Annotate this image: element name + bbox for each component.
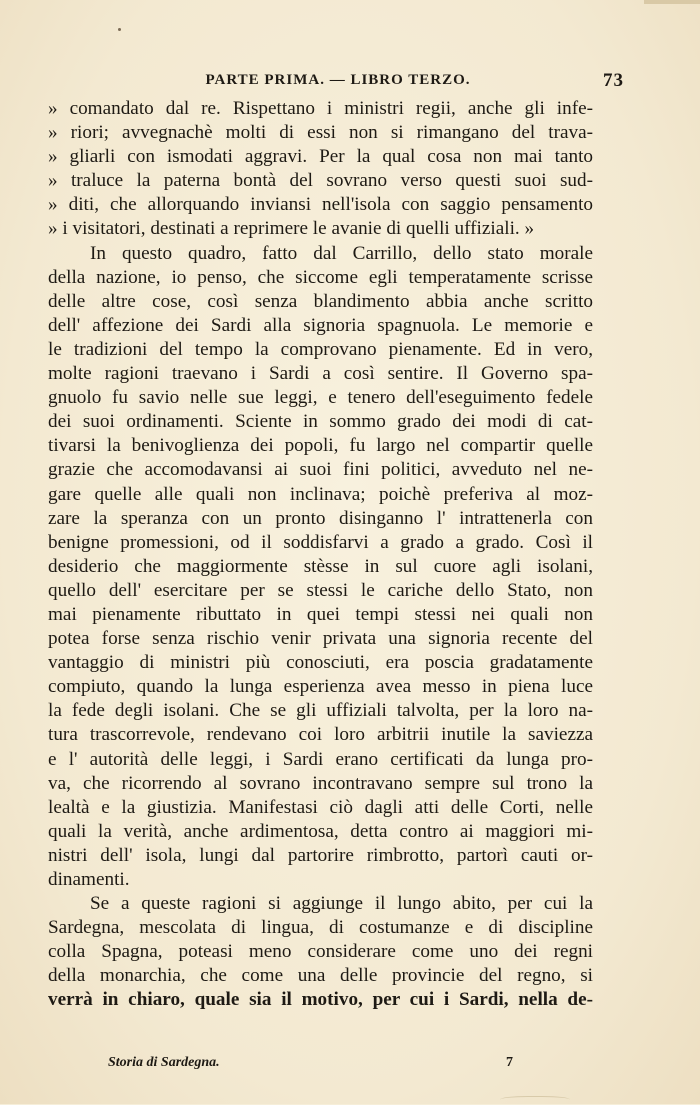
text-line: lealtà e la giustizia. Manifestasi ciò dagli atti delle Corti, nelle — [48, 796, 593, 818]
series-title: Storia di Sardegna. — [108, 1055, 220, 1070]
text-line: della nazione, io penso, che siccome egli temperatamente scrisse — [48, 266, 593, 288]
text-line: » i visitatori, destinati a reprimere le avanie di quelli uffiziali. » — [48, 218, 535, 240]
text-line: tura trascorrevole, rendevano coi loro arbitrii inutile la saviezza — [48, 724, 593, 746]
text-line: vantaggio di ministri più conosciuti, era poscia gradatamente — [48, 652, 593, 674]
page-corner-mark — [644, 0, 700, 4]
text-line: » diti, che allorquando inviansi nell'isola con saggio pensamento — [48, 194, 593, 216]
text-line: zare la speranza con un pronto disinganno l' intrattenerla con — [48, 507, 593, 529]
running-title: PARTE PRIMA. — LIBRO TERZO. — [205, 72, 471, 88]
page-footer — [108, 1055, 528, 1077]
text-line: grazie che accomodavansi ai suoi fini politici, avveduto nel ne- — [48, 459, 593, 481]
text-line: quali la verità, anche ardimentosa, detta contro ai maggiori mi- — [48, 820, 593, 842]
text-line: della monarchia, che come una delle provincie del regno, si — [48, 965, 593, 987]
text-line: le tradizioni del tempo la comprovano pienamente. Ed in vero, — [48, 338, 593, 360]
text-line: » riori; avvegnachè molti di essi non si rimangano del trava- — [48, 122, 593, 144]
text-line: nistri dell' isola, lungi dal partorire rimbrotto, partorì cauti or- — [48, 844, 593, 866]
text-line: Sardegna, mescolata di lingua, di costumanze e di discipline — [48, 917, 593, 939]
text-line: » comandato dal re. Rispettano i ministri regii, anche gli infe- — [48, 98, 593, 119]
text-line: Se a queste ragioni si aggiunge il lungo abito, per cui la — [90, 893, 593, 915]
running-head — [80, 70, 624, 96]
text-line: dell' affezione dei Sardi alla signoria spagnuola. Le memorie e — [48, 314, 593, 336]
text-line: » traluce la paterna bontà del sovrano verso questi suoi sud- — [48, 170, 593, 192]
text-line: dinamenti. — [48, 869, 130, 890]
text-line: compiuto, quando la lunga esperienza avea messo in piena luce — [48, 676, 593, 698]
ink-speck — [118, 28, 121, 31]
text-line: tivarsi la benivoglienza dei popoli, fu largo nel compartir quelle — [48, 435, 593, 457]
text-line: delle altre cose, così senza blandimento abbia anche scritto — [48, 290, 593, 312]
text-line: e l' autorità delle leggi, i Sardi erano certificati da lunga pro- — [48, 748, 593, 770]
text-line: colla Spagna, poteasi meno considerare come uno dei regni — [48, 941, 593, 963]
text-line: molte ragioni traevano i Sardi a così sentire. Il Governo spa- — [48, 363, 593, 385]
text-line: la fede degli isolani. Che se gli uffiziali talvolta, per la loro na- — [48, 700, 593, 722]
text-line: quello dell' esercitare per se stessi le cariche dello Stato, non — [48, 579, 593, 601]
body-text — [48, 97, 593, 1013]
text-line: benigne promessioni, od il soddisfarvi a grado a grado. Così il — [48, 531, 593, 553]
text-line: dei suoi ordinamenti. Sciente in sommo grado dei modi di cat- — [48, 411, 593, 433]
signature-mark: 7 — [506, 1055, 513, 1070]
text-line: potea forse senza rischio venir privata una signoria recente del — [48, 628, 593, 650]
text-line: » gliarli con ismodati aggravi. Per la qual cosa non mai tanto — [48, 146, 593, 168]
text-line: verrà in chiaro, quale sia il motivo, per cui i Sardi, nella de- — [48, 989, 593, 1011]
text-line: va, che ricorrendo al sovrano incontravano sempre sul trono la — [48, 772, 593, 794]
text-line: mai pienamente ributtato in quei tempi stessi nei quali non — [48, 603, 593, 625]
text-line: desiderio che maggiormente stèsse in sul cuore agli isolani, — [48, 555, 593, 577]
text-line: gare quelle alle quali non inclinava; poichè preferiva al moz- — [48, 483, 593, 505]
text-line: In questo quadro, fatto dal Carrillo, dello stato morale — [90, 242, 593, 264]
text-line: gnuolo fu savio nelle sue leggi, e tenero dell'eseguimento fedele — [48, 387, 593, 409]
page-number: 73 — [603, 70, 624, 91]
